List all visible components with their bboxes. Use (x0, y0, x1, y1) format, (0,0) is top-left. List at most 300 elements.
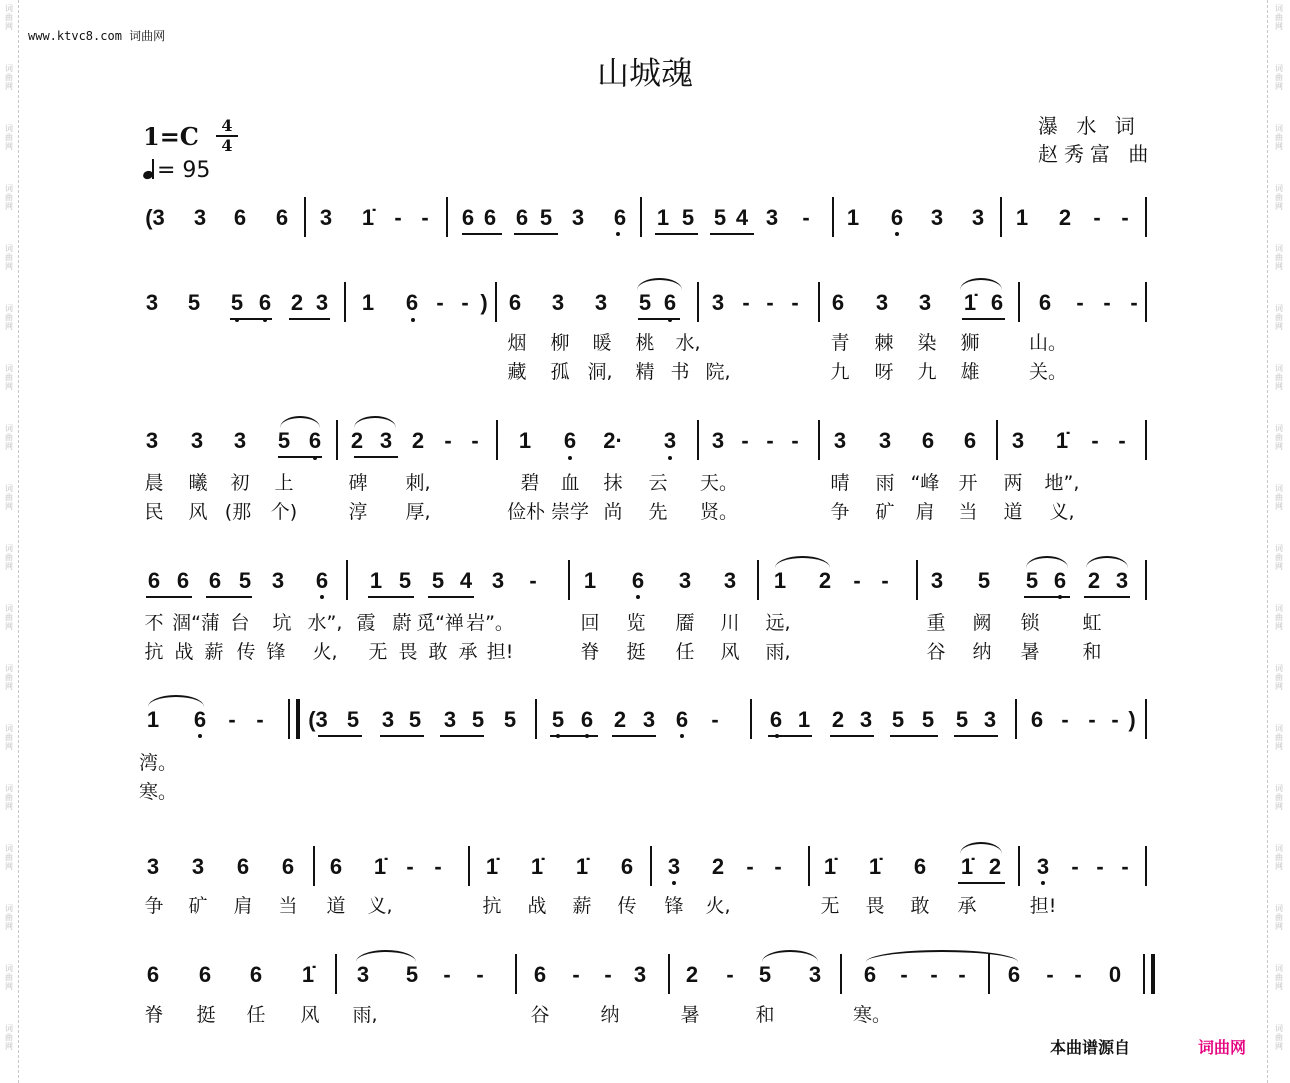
lyric-word: 道 (326, 895, 346, 917)
note: 1̇ (1055, 428, 1069, 453)
bar-line (996, 420, 998, 460)
slur-arc (866, 950, 1018, 962)
lyricist: 瀑 水 词 (1038, 114, 1141, 138)
note: 3 (765, 205, 779, 230)
note: 4 (735, 205, 749, 230)
watermark-text: 词 曲 网 (1275, 544, 1283, 571)
note: - (572, 962, 580, 987)
octave-dot (411, 318, 415, 322)
bar-line (1018, 282, 1020, 322)
lyric-word: 孤 (550, 361, 570, 383)
note: 6 (461, 205, 475, 230)
note: 2 (988, 854, 1002, 879)
note: 3 (723, 568, 737, 593)
left-watermark-strip (0, 0, 19, 1083)
note: - (443, 962, 451, 987)
bar-line (568, 560, 570, 600)
beam-underline (206, 596, 252, 598)
lyric-word: 地”, (1044, 472, 1080, 494)
watermark-text: 词 曲 网 (1275, 244, 1283, 271)
slur-arc (775, 556, 830, 568)
lyric-word: 畏 (865, 895, 885, 917)
note: - (900, 962, 908, 987)
bar-line (495, 282, 497, 322)
beam-underline (462, 233, 502, 235)
note: - (746, 854, 754, 879)
note: 5 (398, 568, 412, 593)
watermark-text: 词 曲 网 (1275, 64, 1283, 91)
note: 1̇ (868, 854, 882, 879)
note: 1 (518, 428, 532, 453)
note: 5 (955, 707, 969, 732)
note: - (774, 854, 782, 879)
right-watermark-strip (1267, 0, 1290, 1083)
note: 6 (275, 205, 289, 230)
note: 3 (145, 428, 159, 453)
beam-underline (1084, 596, 1130, 598)
beam-underline (428, 596, 474, 598)
beam-underline (354, 456, 398, 458)
note: 5 (346, 707, 360, 732)
beam-underline (710, 233, 754, 235)
lyric-word: 崇学 (550, 501, 590, 523)
beam-underline (440, 735, 484, 737)
bar-line (668, 954, 670, 994)
note: 6 (963, 428, 977, 453)
lyric-word: 俭朴 (506, 501, 546, 523)
lyric-word: 云 (648, 472, 668, 494)
composer: 赵秀富 曲 (1038, 142, 1155, 166)
octave-dot (1041, 881, 1045, 885)
note: 2 (685, 962, 699, 987)
note: - (1061, 707, 1069, 732)
watermark-text: 词 曲 网 (1275, 664, 1283, 691)
note: 6 (208, 568, 222, 593)
note: 3 (356, 962, 370, 987)
note: - (444, 428, 452, 453)
beam-underline (638, 318, 680, 320)
note: 2 (290, 290, 304, 315)
note: 6 (1030, 707, 1044, 732)
note: 3 (878, 428, 892, 453)
slur-arc (762, 950, 818, 962)
lyric-word: 战 (174, 641, 194, 663)
watermark-text: 词 曲 网 (5, 604, 13, 631)
note: - (1130, 290, 1138, 315)
lyric-word: 薪 (204, 641, 224, 663)
note: 1 (1015, 205, 1029, 230)
footer-source: 本曲谱源自 (1050, 1038, 1131, 1057)
lyric-word: 雄 (960, 361, 980, 383)
watermark-text: 词 曲 网 (5, 1024, 13, 1051)
watermark-text: 词 曲 网 (1275, 304, 1283, 331)
note: 3 (319, 205, 333, 230)
watermark-text: 词 曲 网 (1275, 604, 1283, 631)
lyric-word: 畏 (398, 641, 418, 663)
watermark-text: 词 曲 网 (5, 364, 13, 391)
lyric-word: 承 (957, 895, 977, 917)
lyric-word: 暑 (680, 1004, 700, 1026)
lyric-word: 关。 (1028, 361, 1068, 383)
note: - (461, 290, 469, 315)
lyric-word: 抗 (144, 641, 164, 663)
lyric-word: 两 (1003, 472, 1023, 494)
tempo-value: = 95 (157, 158, 211, 183)
octave-dot (616, 232, 620, 236)
lyric-word: 淳 (348, 501, 368, 523)
note: 6 (580, 707, 594, 732)
note: 3 (381, 707, 395, 732)
lyric-word: 烟 (507, 332, 527, 354)
lyric-word: 棘 (874, 332, 894, 354)
lyric-word: 谷 (530, 1004, 550, 1026)
note: 5 (551, 707, 565, 732)
note: 2 (1058, 205, 1072, 230)
lyric-word: 碧 (520, 472, 540, 494)
lyric-word: 火, (705, 895, 731, 917)
note: 1̇ (361, 205, 375, 230)
lyric-word: 厚, (405, 501, 431, 523)
lyric-word: 风 (720, 641, 740, 663)
note: 3 (190, 428, 204, 453)
note: 2 (818, 568, 832, 593)
lyric-word: 不 (144, 612, 164, 634)
lyric-word: 暑 (1020, 641, 1040, 663)
lyric-word: 敢 (910, 895, 930, 917)
slur-arc (354, 416, 396, 428)
note: 5 (408, 707, 422, 732)
note: 5 (638, 290, 652, 315)
bar-line (1145, 420, 1147, 460)
beam-underline (368, 596, 414, 598)
note: 6 (236, 854, 250, 879)
bar-line (808, 846, 810, 886)
octave-dot (636, 595, 640, 599)
note: 6 (921, 428, 935, 453)
note: 3 (711, 290, 725, 315)
lyric-word: 觅“禅 (416, 612, 464, 634)
lyric-word: 当 (958, 501, 978, 523)
note: 5 (891, 707, 905, 732)
bar-line (1145, 197, 1147, 237)
beam-underline (958, 882, 1005, 884)
bar-line (916, 560, 918, 600)
lyric-word: 锋 (266, 641, 286, 663)
note: 5 (921, 707, 935, 732)
watermark-text: 词 曲 网 (1275, 424, 1283, 451)
note: 6 (249, 962, 263, 987)
note: 3 (678, 568, 692, 593)
beam-underline (146, 596, 192, 598)
note: 0 (1108, 962, 1122, 987)
bar-line (304, 197, 306, 237)
note: - (791, 428, 799, 453)
note: 6 (620, 854, 634, 879)
note: 3 (711, 428, 725, 453)
note: 6 (515, 205, 529, 230)
lyric-word: 暖 (592, 332, 612, 354)
note: 3 (971, 205, 985, 230)
note: 1̇ (963, 290, 977, 315)
bar-line (757, 560, 759, 600)
lyric-word: 抗 (482, 895, 502, 917)
note: 6 (1053, 568, 1067, 593)
lyric-word: 藏 (507, 361, 527, 383)
watermark-text: 词 曲 网 (5, 544, 13, 571)
note-stem (152, 159, 154, 179)
watermark-text: 词 曲 网 (5, 4, 13, 31)
tempo-marking (143, 158, 210, 183)
note: 1 (583, 568, 597, 593)
note: 1 (369, 568, 383, 593)
lyric-word: 院, (705, 361, 731, 383)
note: 3 (930, 568, 944, 593)
slur-arc (960, 278, 1002, 290)
note: 2 (831, 707, 845, 732)
bar-line (1018, 846, 1020, 886)
bar-line (336, 420, 338, 460)
watermark-text: 词 曲 网 (1275, 4, 1283, 31)
lyric-word: 挺 (196, 1004, 216, 1026)
bar-line (313, 846, 315, 886)
note: - (256, 707, 264, 732)
note: - (1121, 205, 1129, 230)
octave-dot (198, 734, 202, 738)
bar-line (335, 954, 337, 994)
time-signature (216, 118, 238, 154)
beam-underline (514, 233, 558, 235)
lyric-word: 洞, (587, 361, 613, 383)
note: 3 (667, 854, 681, 879)
notation-row (0, 707, 1290, 747)
lyric-word: 阙 (972, 612, 992, 634)
notation-row (0, 290, 1290, 330)
note: 3 (642, 707, 656, 732)
bar-line (1000, 197, 1002, 237)
note: - (1118, 428, 1126, 453)
lyric-word: 承 (458, 641, 478, 663)
notation-row (0, 854, 1290, 894)
lyric-word: 传 (236, 641, 256, 663)
lyric-word: 狮 (960, 332, 980, 354)
note: 6 (831, 290, 845, 315)
notation-row (0, 205, 1290, 245)
lyric-word: 担! (1029, 895, 1057, 917)
time-sig-top: 4 (221, 116, 233, 135)
lyric-word: 贤。 (699, 501, 739, 523)
note: 1̇ (823, 854, 837, 879)
lyric-word: 柳 (550, 332, 570, 354)
lyric-word: 无 (820, 895, 840, 917)
note: 2 (411, 428, 425, 453)
lyric-word: 传 (617, 895, 637, 917)
note: 5 (1025, 568, 1039, 593)
lyric-word: 曦 (188, 472, 208, 494)
note: - (958, 962, 966, 987)
note: 3 (271, 568, 285, 593)
lyric-word: 矿 (875, 501, 895, 523)
credits (1038, 112, 1154, 168)
beam-underline (289, 318, 330, 320)
lyric-word: 霞 (356, 612, 376, 634)
slur-arc (280, 416, 320, 428)
lyric-word: 台 (230, 612, 250, 634)
note: 3 (379, 428, 393, 453)
notation-row (0, 428, 1290, 468)
bar-line (840, 954, 842, 994)
note: 3 (1036, 854, 1050, 879)
watermark-text: 词 曲 网 (5, 844, 13, 871)
note: - (741, 428, 749, 453)
note: 1̇ (575, 854, 589, 879)
lyric-word: 书 (670, 361, 690, 383)
note: 4 (459, 568, 473, 593)
bar-line (1145, 560, 1147, 600)
lyric-word: 义, (367, 895, 393, 917)
octave-dot (320, 595, 324, 599)
lyric-word: 纳 (600, 1004, 620, 1026)
lyric-word: 刺, (405, 472, 431, 494)
note: 5 (431, 568, 445, 593)
note: - (1111, 707, 1119, 732)
beam-underline (890, 735, 938, 737)
lyric-word: 寒。 (852, 1004, 892, 1026)
watermark-text: 词 曲 网 (1275, 364, 1283, 391)
note: 6 (769, 707, 783, 732)
lyric-word: 纳 (972, 641, 992, 663)
note: 6 (675, 707, 689, 732)
note: - (766, 290, 774, 315)
octave-dot (668, 456, 672, 460)
octave-dot (585, 734, 589, 738)
note: - (1046, 962, 1054, 987)
lyric-word: 染 (917, 332, 937, 354)
watermark-text: 词 曲 网 (5, 424, 13, 451)
note: - (802, 205, 810, 230)
note: 5 (277, 428, 291, 453)
note: - (881, 568, 889, 593)
watermark-text: 词 曲 网 (5, 664, 13, 691)
note: - (1091, 428, 1099, 453)
lyric-word: 担! (486, 641, 514, 663)
lyric-word: “峰 (910, 472, 940, 494)
note: - (604, 962, 612, 987)
watermark-text: 词 曲 网 (1275, 784, 1283, 811)
lyric-word: 水”, (307, 612, 343, 634)
note: - (1103, 290, 1111, 315)
note: 2 (613, 707, 627, 732)
lyric-word: 风 (300, 1004, 320, 1026)
watermark-text: 词 曲 网 (5, 904, 13, 931)
lyric-word: 桃 (635, 332, 655, 354)
watermark-text: 词 曲 网 (5, 64, 13, 91)
note: 3 (1115, 568, 1129, 593)
lyric-word: 谷 (926, 641, 946, 663)
note: 6 (990, 290, 1004, 315)
octave-dot (556, 734, 560, 738)
note: ) (480, 290, 488, 315)
note: (3 (308, 707, 328, 732)
lyric-word: 雨 (875, 472, 895, 494)
note: 3 (663, 428, 677, 453)
note: (3 (145, 205, 165, 230)
bar-line (288, 699, 300, 739)
note: 6 (315, 568, 329, 593)
note: 3 (833, 428, 847, 453)
note: - (529, 568, 537, 593)
note: 1̇ (373, 854, 387, 879)
lyric-word: 火, (312, 641, 338, 663)
note: 1̇ (960, 854, 974, 879)
note: 1̇ (485, 854, 499, 879)
footer-brand[interactable]: 词曲网 (1198, 1038, 1247, 1057)
watermark-text: 词 曲 网 (1275, 184, 1283, 211)
lyric-word: 义, (1049, 501, 1075, 523)
note: 3 (551, 290, 565, 315)
bar-line (535, 699, 537, 739)
beam-underline (962, 318, 1005, 320)
note: 6 (308, 428, 322, 453)
key-signature: 1=C (143, 122, 199, 151)
lyric-word: 岩”。 (466, 612, 514, 634)
note: - (1096, 854, 1104, 879)
lyric-word: (那 (224, 501, 252, 523)
octave-dot (672, 881, 676, 885)
lyric-word: 雨, (765, 641, 791, 663)
lyric-word: 血 (560, 472, 580, 494)
note: 6 (405, 290, 419, 315)
lyric-word: 战 (527, 895, 547, 917)
lyric-word: 敢 (428, 641, 448, 663)
lyric-word: 山。 (1028, 332, 1068, 354)
site-url[interactable]: www.ktvc8.com 词曲网 (28, 29, 166, 43)
note: 1 (361, 290, 375, 315)
note: 6 (1007, 962, 1021, 987)
note: 1 (146, 707, 160, 732)
note: 6 (890, 205, 904, 230)
note: - (406, 854, 414, 879)
note: 2 (1087, 568, 1101, 593)
note: 3 (233, 428, 247, 453)
beam-underline (954, 735, 998, 737)
note: 3 (145, 290, 159, 315)
note: 6 (613, 205, 627, 230)
note: - (476, 962, 484, 987)
lyric-word: 蔚 (392, 612, 412, 634)
lyric-word: 先 (648, 501, 668, 523)
note: 3 (315, 290, 329, 315)
note: 5 (503, 707, 517, 732)
note: 6 (1038, 290, 1052, 315)
lyric-word: 道 (1003, 501, 1023, 523)
bar-line (697, 282, 699, 322)
bar-line (1143, 954, 1155, 994)
note: - (434, 854, 442, 879)
octave-dot (680, 734, 684, 738)
lyric-word: 靥 (675, 612, 695, 634)
beam-underline (380, 735, 424, 737)
watermark-text: 词 曲 网 (5, 244, 13, 271)
note: 6 (146, 962, 160, 987)
note: 6 (176, 568, 190, 593)
lyric-word: 晴 (830, 472, 850, 494)
watermark-text: 词 曲 网 (5, 124, 13, 151)
bar-line (818, 282, 820, 322)
watermark-text: 词 曲 网 (1275, 964, 1283, 991)
note: 6 (863, 962, 877, 987)
note: 3 (875, 290, 889, 315)
lyric-word: 雨, (352, 1004, 378, 1026)
